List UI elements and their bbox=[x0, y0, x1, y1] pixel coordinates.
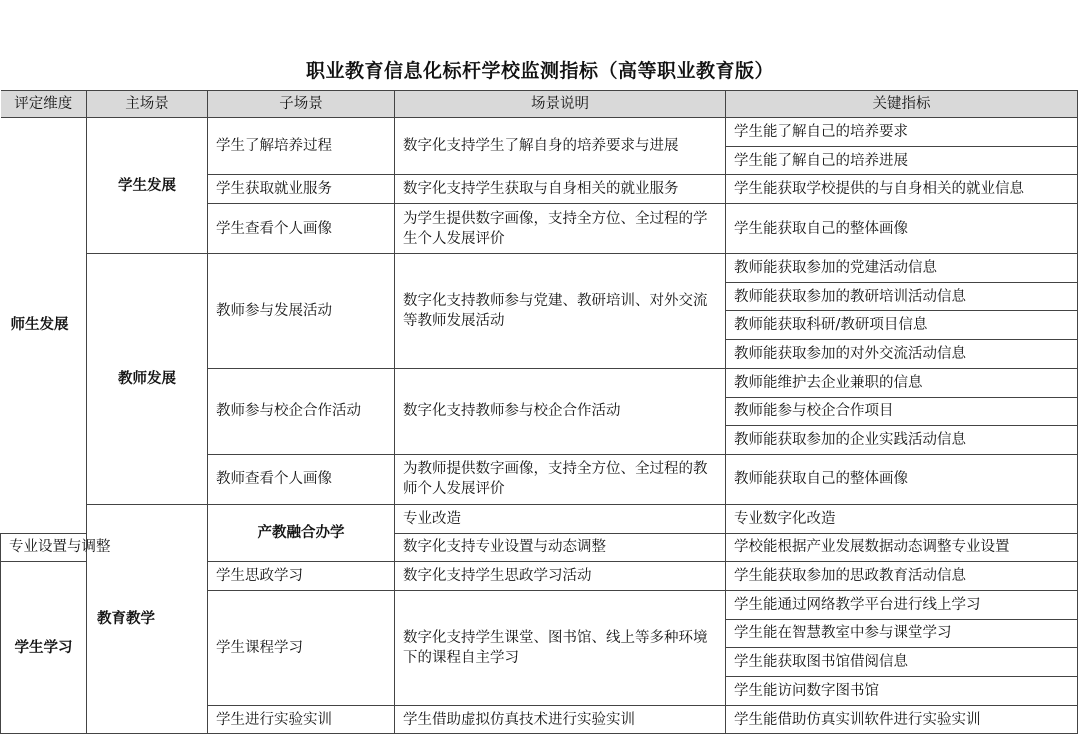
indicator-cell: 教师能参与校企合作项目 bbox=[726, 397, 1078, 426]
header-dimension: 评定维度 bbox=[1, 91, 87, 118]
header-main-scene: 主场景 bbox=[87, 91, 208, 118]
main-scene-cell: 学生学习 bbox=[1, 562, 87, 734]
description-cell: 为学生提供数字画像，支持全方位、全过程的学生个人发展评价 bbox=[395, 204, 726, 254]
main-scene-cell: 教师发展 bbox=[87, 254, 208, 505]
sub-scene-cell: 学生获取就业服务 bbox=[208, 175, 395, 204]
table-row bbox=[1, 118, 1078, 147]
indicator-cell: 教师能获取科研/教研项目信息 bbox=[726, 311, 1078, 340]
indicator-cell: 学生能访问数字图书馆 bbox=[726, 677, 1078, 706]
description-cell: 数字化支持专业设置与动态调整 bbox=[395, 533, 726, 562]
sub-scene-cell: 学生思政学习 bbox=[208, 562, 395, 591]
description-cell: 学生借助虚拟仿真技术进行实验实训 bbox=[395, 705, 726, 734]
header-indicator: 关键指标 bbox=[726, 91, 1078, 118]
sub-scene-cell: 学生了解培养过程 bbox=[208, 118, 395, 175]
sub-scene-cell: 专业设置与调整 bbox=[1, 533, 87, 562]
sub-scene-cell: 学生查看个人画像 bbox=[208, 204, 395, 254]
sub-scene-cell: 学生课程学习 bbox=[208, 590, 395, 705]
indicator-cell: 教师能维护去企业兼职的信息 bbox=[726, 368, 1078, 397]
sub-scene-cell: 学生进行实验实训 bbox=[208, 705, 395, 734]
page-title: 职业教育信息化标杆学校监测指标（高等职业教育版） bbox=[305, 60, 774, 82]
sub-scene-cell: 教师查看个人画像 bbox=[208, 454, 395, 504]
dimension-cell: 教育教学 bbox=[87, 504, 208, 734]
main-scene-cell: 学生发展 bbox=[87, 118, 208, 254]
description-cell: 为教师提供数字画像，支持全方位、全过程的教师个人发展评价 bbox=[395, 454, 726, 504]
description-cell: 专业数字化改造 bbox=[726, 504, 1078, 533]
indicator-cell: 学生能获取参加的思政教育活动信息 bbox=[726, 562, 1078, 591]
indicator-cell: 教师能获取自己的整体画像 bbox=[726, 454, 1078, 504]
indicator-cell: 学生能借助仿真实训软件进行实验实训 bbox=[726, 705, 1078, 734]
description-cell: 数字化支持学生获取与自身相关的就业服务 bbox=[395, 175, 726, 204]
sub-scene-cell: 教师参与发展活动 bbox=[208, 254, 395, 369]
description-cell: 数字化支持学生了解自身的培养要求与进展 bbox=[395, 118, 726, 175]
main-scene-cell: 产教融合办学 bbox=[208, 504, 395, 561]
description-cell: 数字化支持学生课堂、图书馆、线上等多种环境下的课程自主学习 bbox=[395, 590, 726, 705]
indicator-cell: 学生能获取图书馆借阅信息 bbox=[726, 648, 1078, 677]
indicator-cell: 学生能了解自己的培养进展 bbox=[726, 146, 1078, 175]
table-row bbox=[1, 254, 1078, 283]
indicator-cell: 教师能获取参加的对外交流活动信息 bbox=[726, 340, 1078, 369]
indicator-cell: 教师能获取参加的企业实践活动信息 bbox=[726, 426, 1078, 455]
indicator-cell: 学生能获取自己的整体画像 bbox=[726, 204, 1078, 254]
indicator-cell: 学生能获取学校提供的与自身相关的就业信息 bbox=[726, 175, 1078, 204]
description-cell: 数字化支持学生思政学习活动 bbox=[395, 562, 726, 591]
table-row bbox=[1, 504, 1078, 533]
indicator-table bbox=[0, 90, 1078, 734]
sub-scene-cell: 教师参与校企合作活动 bbox=[208, 368, 395, 454]
indicator-cell: 学生能了解自己的培养要求 bbox=[726, 118, 1078, 147]
indicator-cell: 学生能通过网络教学平台进行线上学习 bbox=[726, 590, 1078, 619]
indicator-cell: 学校能根据产业发展数据动态调整专业设置 bbox=[726, 533, 1078, 562]
indicator-cell: 教师能获取参加的党建活动信息 bbox=[726, 254, 1078, 283]
indicator-cell: 学生能在智慧教室中参与课堂学习 bbox=[726, 619, 1078, 648]
header-description: 场景说明 bbox=[395, 91, 726, 118]
dimension-cell: 师生发展 bbox=[1, 118, 87, 534]
description-cell: 数字化支持教师参与党建、教研培训、对外交流等教师发展活动 bbox=[395, 254, 726, 369]
table-header-row bbox=[1, 91, 1078, 118]
header-sub-scene: 子场景 bbox=[208, 91, 395, 118]
sub-scene-cell: 专业改造 bbox=[395, 504, 726, 533]
description-cell: 数字化支持教师参与校企合作活动 bbox=[395, 368, 726, 454]
indicator-cell: 教师能获取参加的教研培训活动信息 bbox=[726, 282, 1078, 311]
